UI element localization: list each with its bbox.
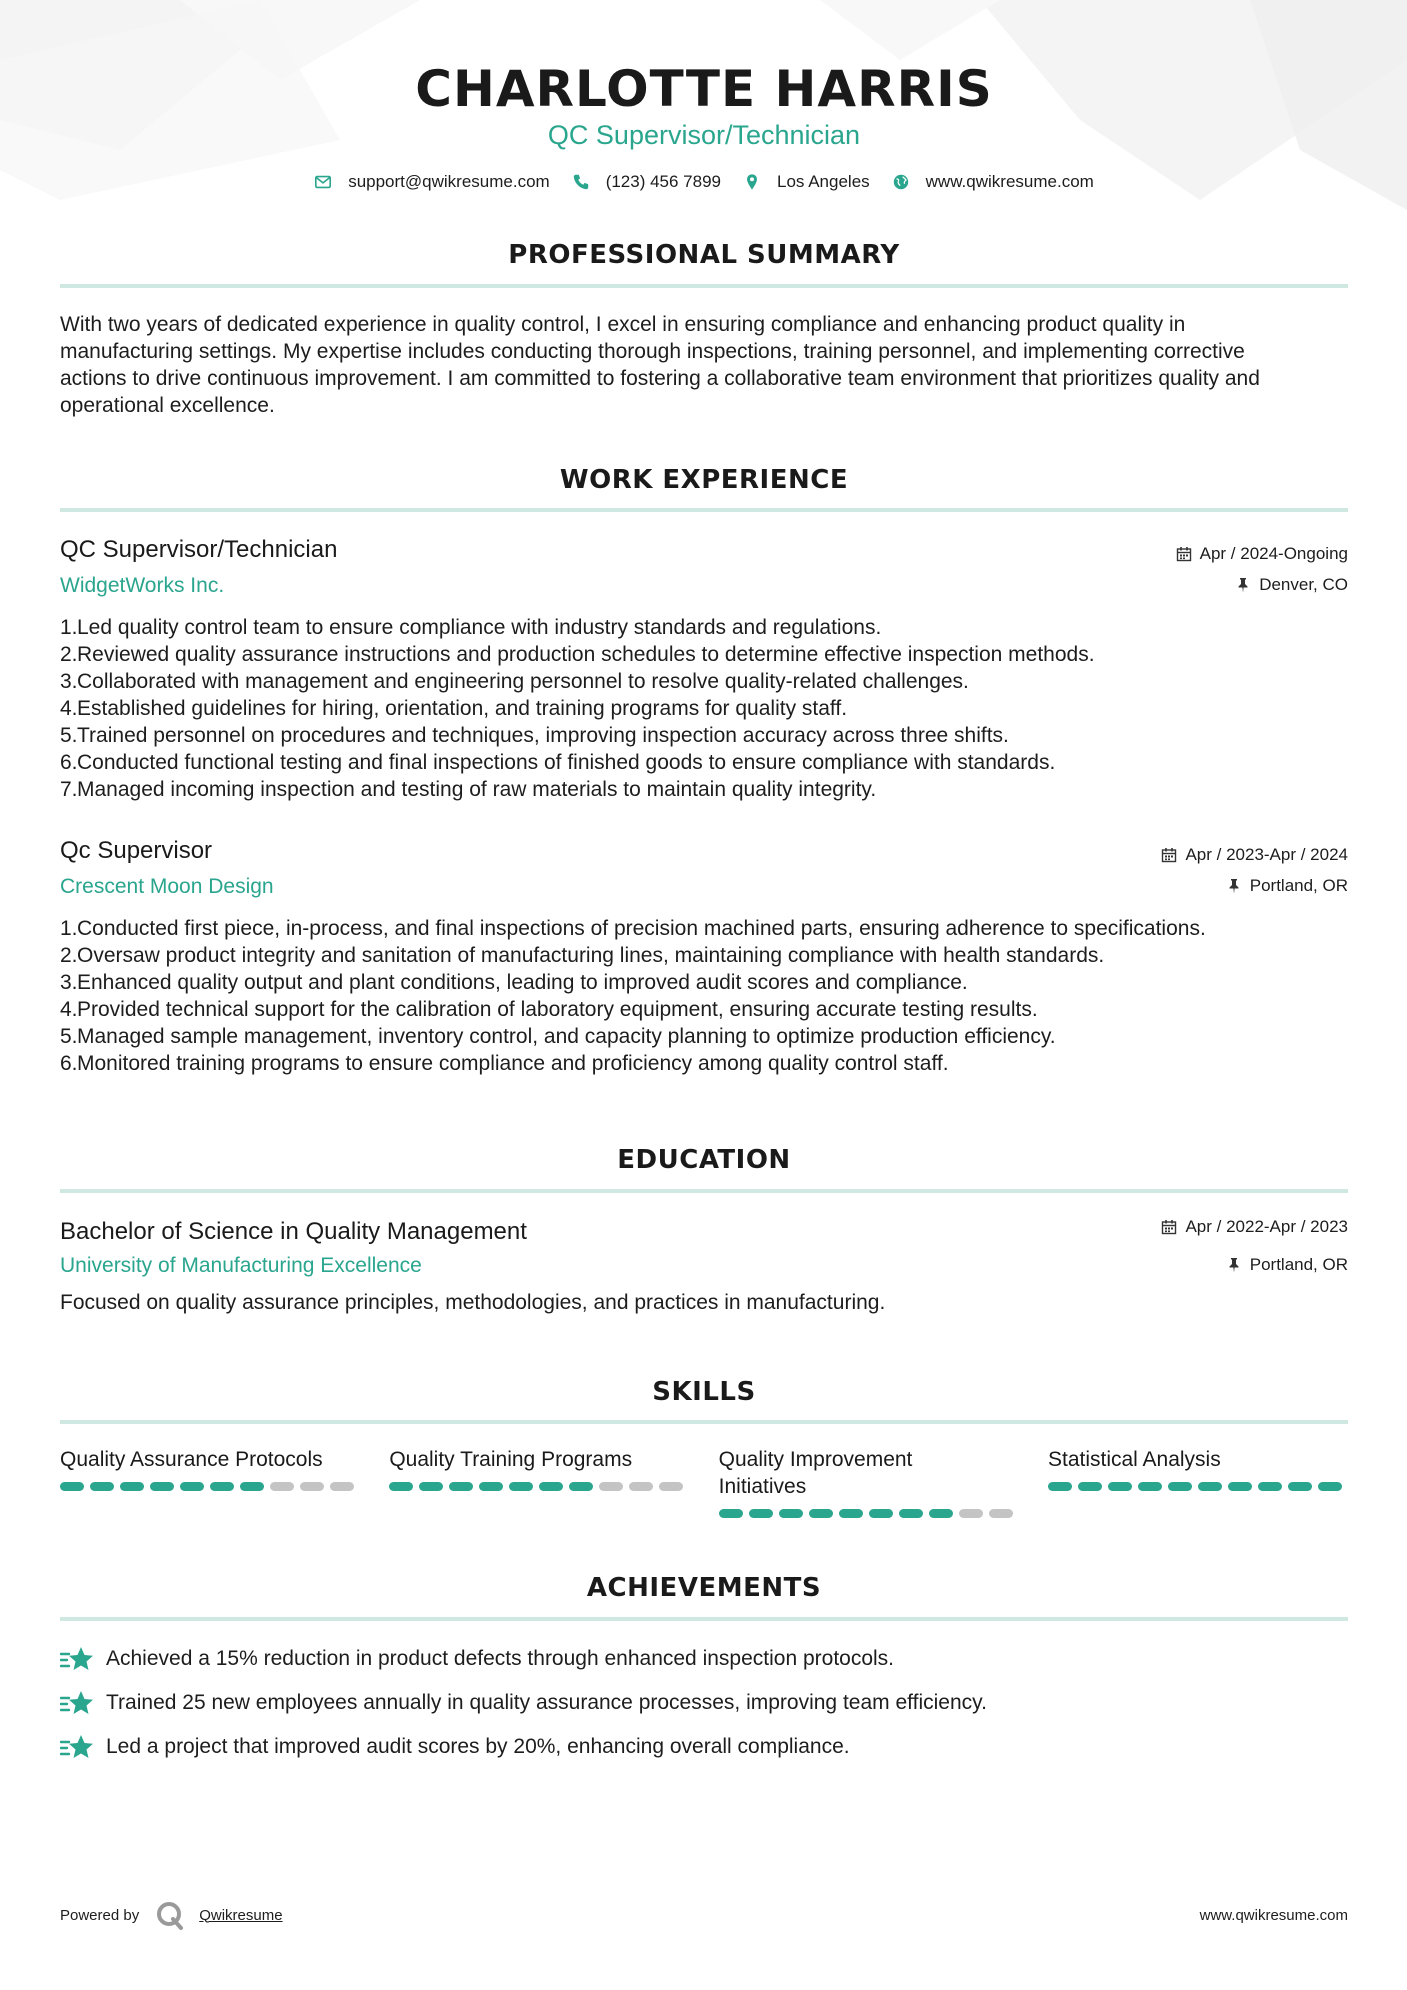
achievement-item xyxy=(60,1733,1348,1761)
skill-segment-filled xyxy=(1318,1482,1342,1491)
skills-section-title: SKILLS xyxy=(652,1377,756,1407)
footer-website[interactable]: www.qwikresume.com xyxy=(1199,1907,1348,1924)
achievement-item xyxy=(60,1689,1348,1717)
job-responsibilities xyxy=(60,614,1348,803)
skill-segment-filled xyxy=(389,1482,413,1491)
summary-line: manufacturing settings. My expertise includes conducting thorough inspections, training personnel, and implementing corrective xyxy=(60,340,1245,363)
contact-location-text: Los Angeles xyxy=(777,172,870,191)
list-item: 4. Established guidelines for hiring, orientation, and training programs for quality staff. xyxy=(60,697,848,720)
pin-icon xyxy=(1235,577,1251,593)
qwikresume-link[interactable]: Qwikresume xyxy=(199,1906,283,1924)
job-title: Qc Supervisor xyxy=(60,837,213,864)
skill-level-bar xyxy=(719,1509,1019,1518)
calendar-icon xyxy=(1161,847,1177,863)
contact-location xyxy=(743,172,870,192)
skill-name: Quality Improvement Initiatives xyxy=(718,1448,913,1498)
candidate-role: QC Supervisor/Technician xyxy=(547,120,861,150)
skill-segment-filled xyxy=(60,1482,84,1491)
skill-segment-filled xyxy=(449,1482,473,1491)
skill-item xyxy=(60,1446,360,1518)
skill-segment-filled xyxy=(1258,1482,1282,1491)
skill-segment-empty xyxy=(599,1482,623,1491)
skill-segment-filled xyxy=(479,1482,503,1491)
pin-icon xyxy=(1226,1257,1242,1273)
skill-level-bar xyxy=(389,1482,689,1491)
job-title: QC Supervisor/Technician xyxy=(60,536,338,563)
education-divider xyxy=(60,1189,1348,1193)
summary-text xyxy=(60,311,1348,419)
experience-section-title: WORK EXPERIENCE xyxy=(559,465,849,495)
education-description: Focused on quality assurance principles, methodologies, and practices in manufacturing. xyxy=(60,1291,886,1314)
summary-section-title: PROFESSIONAL SUMMARY xyxy=(508,240,900,270)
star-icon xyxy=(60,1733,94,1761)
qwikresume-logo-icon xyxy=(155,1900,185,1930)
job-dates-text: Apr / 2024-Ongoing xyxy=(1199,544,1348,563)
contact-bar xyxy=(60,172,1348,192)
skill-segment-filled xyxy=(869,1509,893,1518)
job-location xyxy=(1226,876,1348,896)
list-item: 6. Conducted functional testing and final inspections of finished goods to ensure compliance with standards. xyxy=(60,751,1056,774)
job-location-text: Denver, CO xyxy=(1259,575,1348,594)
skill-item xyxy=(1048,1446,1348,1518)
job-dates xyxy=(1176,544,1348,564)
skill-segment-filled xyxy=(1228,1482,1252,1491)
skill-segment-filled xyxy=(1168,1482,1192,1491)
skills-grid xyxy=(60,1446,1348,1518)
skill-segment-filled xyxy=(1198,1482,1222,1491)
skill-level-bar xyxy=(1048,1482,1348,1491)
skill-segment-empty xyxy=(300,1482,324,1491)
contact-phone-text: (123) 456 7899 xyxy=(605,172,722,191)
list-item: 1. Conducted first piece, in-process, and final inspections of precision machined parts, ensuring adherence to specifications. xyxy=(60,917,1206,940)
contact-website[interactable] xyxy=(892,172,1094,192)
list-item: 2. Reviewed quality assurance instructions and production schedules to determine effective inspection methods. xyxy=(60,643,1095,666)
school-name: University of Manufacturing Excellence xyxy=(60,1254,422,1277)
footer-powered-by xyxy=(60,1900,283,1930)
summary-line: actions to drive continuous improvement. I am committed to fostering a collaborative team environment that prioritizes quality and xyxy=(60,367,1260,390)
skill-segment-filled xyxy=(1138,1482,1162,1491)
skill-segment-filled xyxy=(180,1482,204,1491)
calendar-icon xyxy=(1176,546,1192,562)
contact-website-text: www.qwikresume.com xyxy=(925,172,1094,191)
list-item: 6. Monitored training programs to ensure compliance and proficiency among quality control staff. xyxy=(60,1052,949,1075)
skill-item xyxy=(389,1446,689,1518)
skill-segment-filled xyxy=(779,1509,803,1518)
education-dates-text: Apr / 2022-Apr / 2023 xyxy=(1185,1217,1348,1236)
skill-segment-empty xyxy=(629,1482,653,1491)
skill-segment-filled xyxy=(809,1509,833,1518)
contact-email-text: support@qwikresume.com xyxy=(348,172,550,191)
education-location xyxy=(1226,1255,1348,1275)
job-dates xyxy=(1161,845,1348,865)
skill-segment-filled xyxy=(1048,1482,1072,1491)
skill-segment-filled xyxy=(90,1482,114,1491)
achievement-text: Trained 25 new employees annually in quality assurance processes, improving team efficiency. xyxy=(106,1691,987,1714)
skill-name: Quality Training Programs xyxy=(389,1448,633,1471)
skill-segment-filled xyxy=(150,1482,174,1491)
powered-by-label: Powered by xyxy=(60,1906,140,1924)
list-item: 5. Managed sample management, inventory control, and capacity planning to optimize production efficiency. xyxy=(60,1025,1056,1048)
skill-segment-filled xyxy=(539,1482,563,1491)
star-icon xyxy=(60,1645,94,1673)
education-section-title: EDUCATION xyxy=(617,1145,791,1175)
skill-segment-filled xyxy=(899,1509,923,1518)
skill-segment-filled xyxy=(1108,1482,1132,1491)
skill-segment-empty xyxy=(989,1509,1013,1518)
skill-item xyxy=(719,1446,1019,1518)
skill-segment-empty xyxy=(270,1482,294,1491)
education-location-text: Portland, OR xyxy=(1249,1255,1348,1274)
list-item: 5. Trained personnel on procedures and techniques, improving inspection accuracy across three shifts. xyxy=(60,724,1009,747)
list-item: 2. Oversaw product integrity and sanitation of manufacturing lines, maintaining compliance with health standards. xyxy=(60,944,1105,967)
list-item: 1. Led quality control team to ensure compliance with industry standards and regulations. xyxy=(60,616,882,639)
skills-divider xyxy=(60,1420,1348,1424)
education-dates xyxy=(1161,1217,1348,1237)
job-responsibilities xyxy=(60,915,1348,1077)
job-company: Crescent Moon Design xyxy=(60,875,274,898)
achievements-divider xyxy=(60,1617,1348,1621)
candidate-name: CHARLOTTE HARRIS xyxy=(415,60,993,118)
skill-name: Quality Assurance Protocols xyxy=(60,1448,323,1471)
skill-segment-filled xyxy=(1288,1482,1312,1491)
skill-segment-filled xyxy=(749,1509,773,1518)
skill-segment-filled xyxy=(120,1482,144,1491)
location-icon xyxy=(743,173,761,191)
skill-segment-empty xyxy=(959,1509,983,1518)
skill-segment-filled xyxy=(240,1482,264,1491)
skill-segment-filled xyxy=(719,1509,743,1518)
email-icon xyxy=(314,173,332,191)
list-item: 3. Enhanced quality output and plant conditions, leading to improved audit scores and compliance. xyxy=(60,971,968,994)
skill-level-bar xyxy=(60,1482,360,1491)
skill-segment-filled xyxy=(509,1482,533,1491)
skill-segment-filled xyxy=(1078,1482,1102,1491)
list-item: 7. Managed incoming inspection and testing of raw materials to maintain quality integrity. xyxy=(60,778,877,801)
job-dates-text: Apr / 2023-Apr / 2024 xyxy=(1185,845,1348,864)
skill-segment-filled xyxy=(839,1509,863,1518)
job-company: WidgetWorks Inc. xyxy=(60,574,225,597)
experience-divider xyxy=(60,508,1348,512)
skill-segment-filled xyxy=(210,1482,234,1491)
summary-line: With two years of dedicated experience in quality control, I excel in ensuring compliance and enhancing product quality in xyxy=(60,313,1186,336)
achievement-text: Achieved a 15% reduction in product defects through enhanced inspection protocols. xyxy=(106,1647,895,1670)
calendar-icon xyxy=(1161,1219,1177,1235)
skill-segment-empty xyxy=(330,1482,354,1491)
summary-divider xyxy=(60,284,1348,288)
list-item: 3. Collaborated with management and engineering personnel to resolve quality-related challenges. xyxy=(60,670,969,693)
job-location xyxy=(1235,575,1348,595)
skill-segment-filled xyxy=(419,1482,443,1491)
contact-email[interactable] xyxy=(314,172,550,192)
phone-icon xyxy=(572,173,590,191)
achievements-section-title: ACHIEVEMENTS xyxy=(586,1573,822,1603)
globe-icon xyxy=(892,173,910,191)
job-location-text: Portland, OR xyxy=(1249,876,1348,895)
achievement-text: Led a project that improved audit scores by 20%, enhancing overall compliance. xyxy=(106,1735,850,1758)
summary-line: operational excellence. xyxy=(60,394,275,417)
achievement-item xyxy=(60,1645,1348,1673)
skill-segment-filled xyxy=(569,1482,593,1491)
skill-name: Statistical Analysis xyxy=(1047,1448,1221,1471)
skill-segment-filled xyxy=(929,1509,953,1518)
degree-title: Bachelor of Science in Quality Management xyxy=(60,1218,527,1245)
star-icon xyxy=(60,1689,94,1717)
contact-phone[interactable] xyxy=(572,172,721,192)
skill-segment-empty xyxy=(659,1482,683,1491)
list-item: 4. Provided technical support for the calibration of laboratory equipment, ensuring accurate testing results. xyxy=(60,998,1038,1021)
pin-icon xyxy=(1226,878,1242,894)
